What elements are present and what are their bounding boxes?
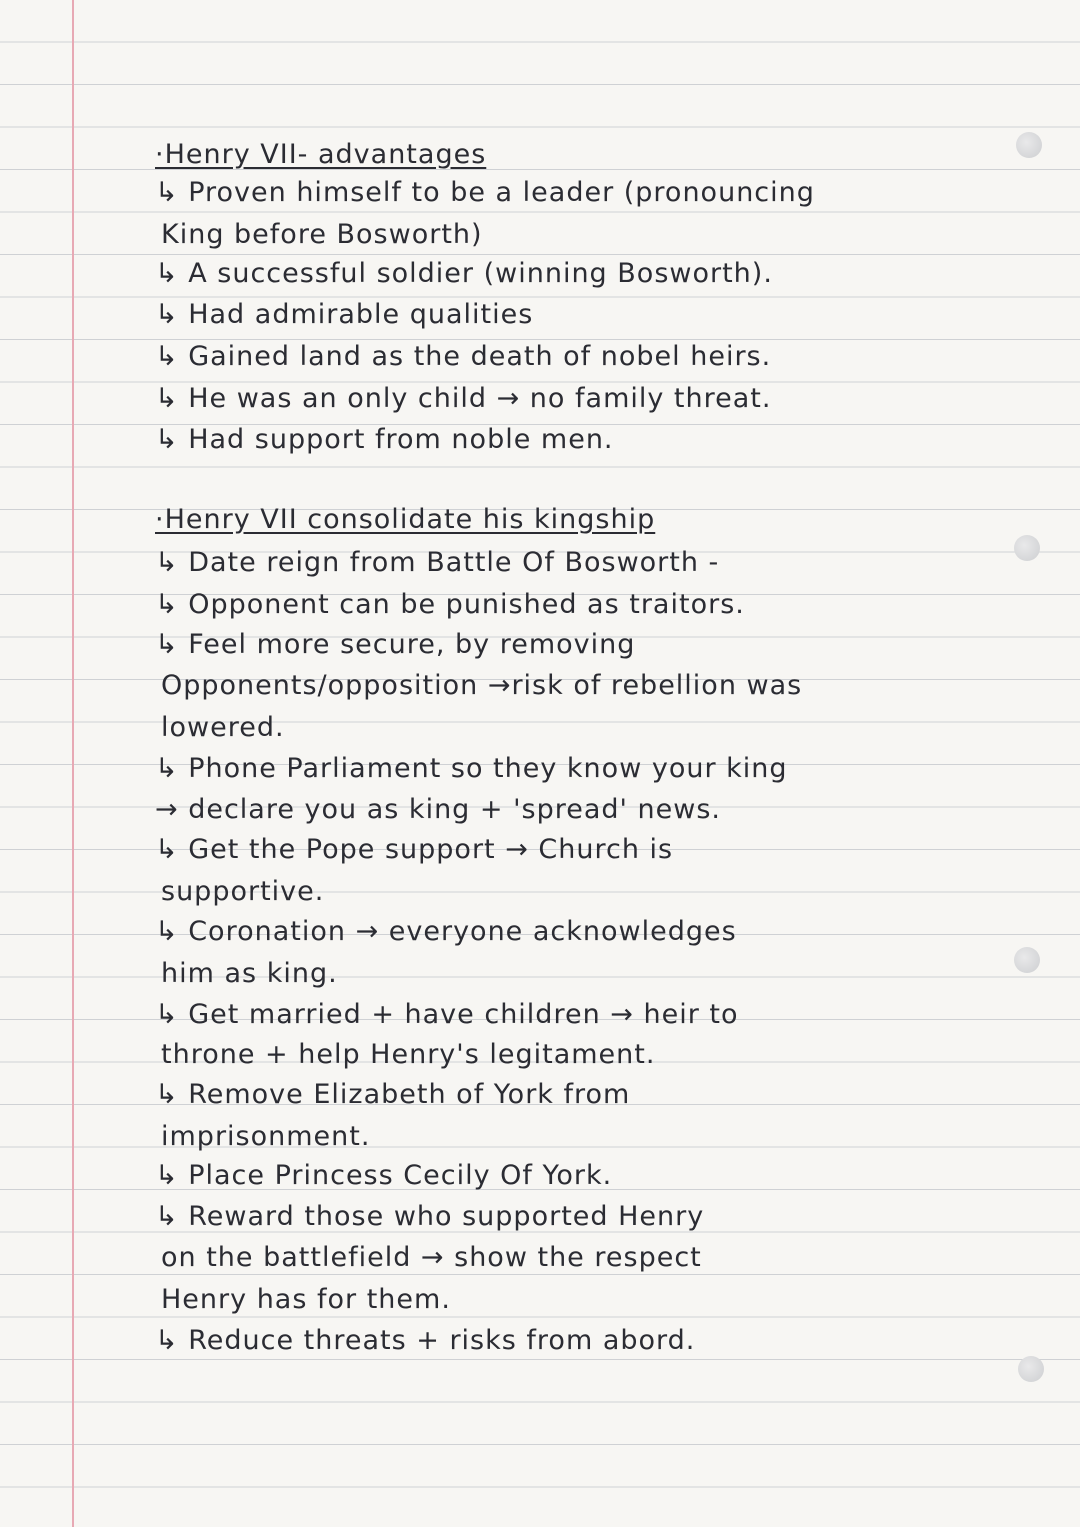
note-line: ↳ Get married + have children → heir to	[155, 999, 739, 1030]
note-line: ↳ Get the Pope support → Church is	[155, 834, 674, 865]
margin-line	[72, 0, 74, 1527]
punch-hole	[1014, 535, 1040, 561]
note-line: ↳ Reward those who supported Henry	[155, 1201, 705, 1232]
note-line: ↳ Had support from noble men.	[155, 424, 614, 455]
note-line: ↳ Remove Elizabeth of York from	[155, 1079, 631, 1110]
note-line: ↳ Opponent can be punished as traitors.	[155, 589, 745, 620]
note-line: ↳ Feel more secure, by removing	[155, 629, 636, 660]
note-line: ↳ Date reign from Battle Of Bosworth -	[155, 547, 720, 578]
note-line: supportive.	[161, 876, 325, 907]
note-line: lowered.	[161, 712, 285, 743]
punch-hole	[1014, 947, 1040, 973]
note-line: ↳ Proven himself to be a leader (pronouncing	[155, 177, 815, 208]
note-line: ↳ He was an only child → no family threat.	[155, 383, 772, 414]
note-line: imprisonment.	[161, 1121, 371, 1152]
note-line: Henry has for them.	[161, 1284, 451, 1315]
note-line: → declare you as king + 'spread' news.	[155, 794, 722, 825]
note-line: ↳ Place Princess Cecily Of York.	[155, 1160, 613, 1191]
note-line: King before Bosworth)	[161, 219, 483, 250]
note-line: ↳ Gained land as the death of nobel heirs.	[155, 341, 772, 372]
section-heading-consolidate: ·Henry VII consolidate his kingship	[155, 504, 656, 535]
note-line: throne + help Henry's legitament.	[161, 1039, 656, 1070]
note-line: ↳ A successful soldier (winning Bosworth).	[155, 258, 773, 289]
punch-hole	[1016, 132, 1042, 158]
note-line: ↳ Phone Parliament so they know your king	[155, 753, 788, 784]
note-line: ↳ Had admirable qualities	[155, 299, 534, 330]
note-line: on the battlefield → show the respect	[161, 1242, 702, 1273]
section-heading-advantages: ·Henry VII- advantages	[155, 139, 487, 170]
note-line: Opponents/opposition →risk of rebellion was	[161, 670, 803, 701]
note-line: him as king.	[161, 958, 338, 989]
punch-hole	[1018, 1356, 1044, 1382]
note-line: ↳ Coronation → everyone acknowledges	[155, 916, 737, 947]
note-line: ↳ Reduce threats + risks from abord.	[155, 1325, 696, 1356]
